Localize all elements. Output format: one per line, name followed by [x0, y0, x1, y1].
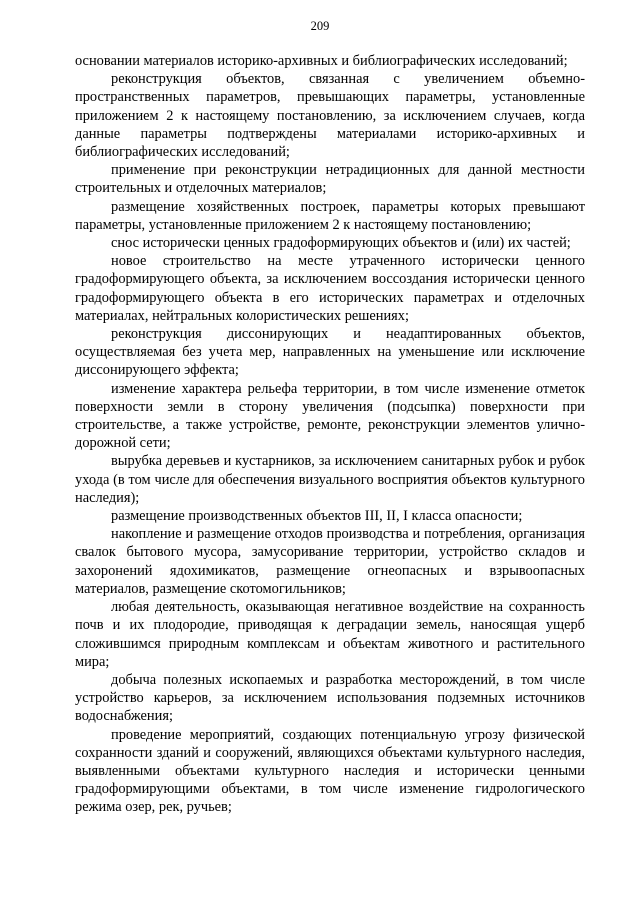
paragraph: любая деятельность, оказывающая негативное воздействие на сохранность почв и их плодородие, приводящая к деградации земель, наносящая ущерб сложившимся природным комплексам и объектам животного и растительного мира;	[75, 599, 585, 670]
paragraph: добыча полезных ископаемых и разработка месторождений, в том числе устройство карьеров, за исключением использования подземных источников водоснабжения;	[75, 671, 585, 725]
paragraph: размещение производственных объектов III, II, I класса опасности;	[111, 508, 523, 525]
page-number: 209	[310, 19, 330, 33]
paragraph: новое строительство на месте утраченного исторически ценного градоформирующего объекта, за исключением воссоздания исторически ценного градоформирующего объекта в его исторических параметрах и отделочных материалах, нейтральных колористических решениях;	[75, 253, 585, 324]
paragraph: вырубка деревьев и кустарников, за исключением санитарных рубок и рубок ухода (в том числе для обеспечения визуального восприятия объектов культурного наследия);	[75, 453, 585, 506]
paragraph: накопление и размещение отходов производства и потребления, организация свалок бытового мусора, замусоривание территории, устройство складов и захоронений ядохимикатов, размещение огнеопасных и взрывоопасных материалов, размещение скотомогильников;	[75, 526, 585, 597]
paragraph: реконструкция объектов, связанная с увеличением объемно-пространственных параметров, превышающих параметры, установленные приложением 2 к настоящему постановлению, за исключением случаев, когда данные параметры подтверждены материалами историко-архивных и библиографических исследований;	[75, 71, 585, 161]
document-body	[75, 52, 585, 817]
paragraph: снос исторически ценных градоформирующих объектов и (или) их частей;	[111, 235, 571, 252]
paragraph: применение при реконструкции нетрадиционных для данной местности строительных и отделочных материалов;	[75, 162, 585, 197]
paragraph: проведение мероприятий, создающих потенциальную угрозу физической сохранности зданий и сооружений, являющихся объектами культурного наследия, выявленными объектами культурного наследия и исторически ценными градоформирующими объектами, в том числе изменение гидрологического режима озер, рек, ручьев;	[75, 726, 585, 816]
paragraph: реконструкция диссонирующих и неадаптированных объектов, осуществляемая без учета мер, направленных на уменьшение или исключение диссонирующего эффекта;	[75, 326, 585, 379]
paragraph: изменение характера рельефа территории, в том числе изменение отметок поверхности земли в сторону увеличения (подсыпка) поверхности при строительстве, а также устройстве, ремонте, реконструкции элементов улично-дорожной сети;	[75, 380, 585, 452]
paragraph: основании материалов историко-архивных и библиографических исследований;	[75, 53, 568, 69]
paragraph: размещение хозяйственных построек, параметры которых превышают параметры, установленные приложением 2 к настоящему постановлению;	[75, 198, 585, 233]
